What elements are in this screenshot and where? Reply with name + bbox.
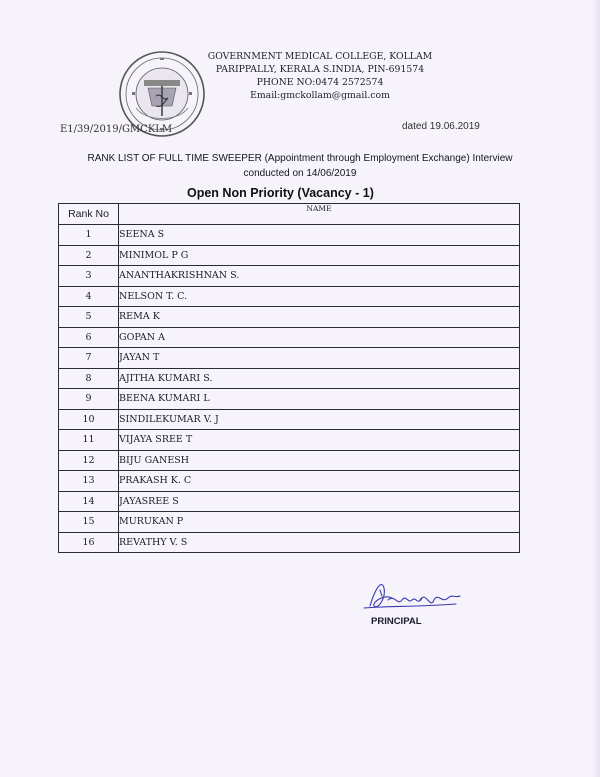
reference-number: E1/39/2019/GMCKLM [60,124,173,135]
table-row [59,450,520,471]
rank-cell: 7 [59,348,119,369]
name-cell: AJITHA KUMARI S. [119,368,520,389]
name-cell: MURUKAN P [119,512,520,533]
name-cell: MINIMOL P G [119,245,520,266]
name-cell: JAYASREE S [119,491,520,512]
institution-address: PARIPPALLY, KERALA S.INDIA, PIN-691574 [215,64,425,75]
institution-email: Email:gmckollam@gmail.com [250,90,390,101]
table-row [59,491,520,512]
rank-cell: 5 [59,307,119,328]
table-row [59,348,520,369]
name-cell: SINDILEKUMAR V. J [119,409,520,430]
name-column-header: NAME [119,204,520,225]
document-title: RANK LIST OF FULL TIME SWEEPER (Appointment through Employment Exchange) Interview [87,153,513,164]
rank-cell: 2 [59,245,119,266]
table-body [59,225,520,553]
table-row [59,286,520,307]
table-row [59,532,520,553]
name-cell: BIJU GANESH [119,450,520,471]
rank-column-header: Rank No [59,204,119,225]
name-cell: PRAKASH K. C [119,471,520,492]
table-row [59,430,520,451]
name-cell: NELSON T. C. [119,286,520,307]
principal-signature [356,576,466,616]
rank-cell: 4 [59,286,119,307]
table-row [59,389,520,410]
name-cell: REVATHY V. S [119,532,520,553]
rank-cell: 3 [59,266,119,287]
rank-cell: 15 [59,512,119,533]
table-header-row [59,204,520,225]
document-subtitle: conducted on 14/06/2019 [243,168,357,179]
table-row [59,471,520,492]
document-date: dated 19.06.2019 [402,121,480,132]
rank-cell: 11 [59,430,119,451]
table-row [59,368,520,389]
rank-cell: 8 [59,368,119,389]
rank-cell: 6 [59,327,119,348]
rank-cell: 10 [59,409,119,430]
table-row [59,512,520,533]
signatory-title: PRINCIPAL [371,616,422,627]
table-row [59,245,520,266]
table-row [59,327,520,348]
name-cell: VIJAYA SREE T [119,430,520,451]
page-edge-shadow [592,0,600,777]
rank-cell: 14 [59,491,119,512]
rank-cell: 13 [59,471,119,492]
category-heading: Open Non Priority (Vacancy - 1) [187,186,374,200]
name-cell: ANANTHAKRISHNAN S. [119,266,520,287]
name-cell: BEENA KUMARI L [119,389,520,410]
rank-list-table [58,203,520,553]
rank-cell: 1 [59,225,119,246]
name-cell: JAYAN T [119,348,520,369]
rank-cell: 16 [59,532,119,553]
name-cell: REMA K [119,307,520,328]
table-row [59,266,520,287]
table-row [59,409,520,430]
rank-cell: 9 [59,389,119,410]
letterhead [200,50,440,102]
name-cell: GOPAN A [119,327,520,348]
table-row [59,225,520,246]
name-cell: SEENA S [119,225,520,246]
institution-phone: PHONE NO:0474 2572574 [256,77,384,88]
table-row [59,307,520,328]
rank-cell: 12 [59,450,119,471]
institution-name: GOVERNMENT MEDICAL COLLEGE, KOLLAM [207,51,433,62]
